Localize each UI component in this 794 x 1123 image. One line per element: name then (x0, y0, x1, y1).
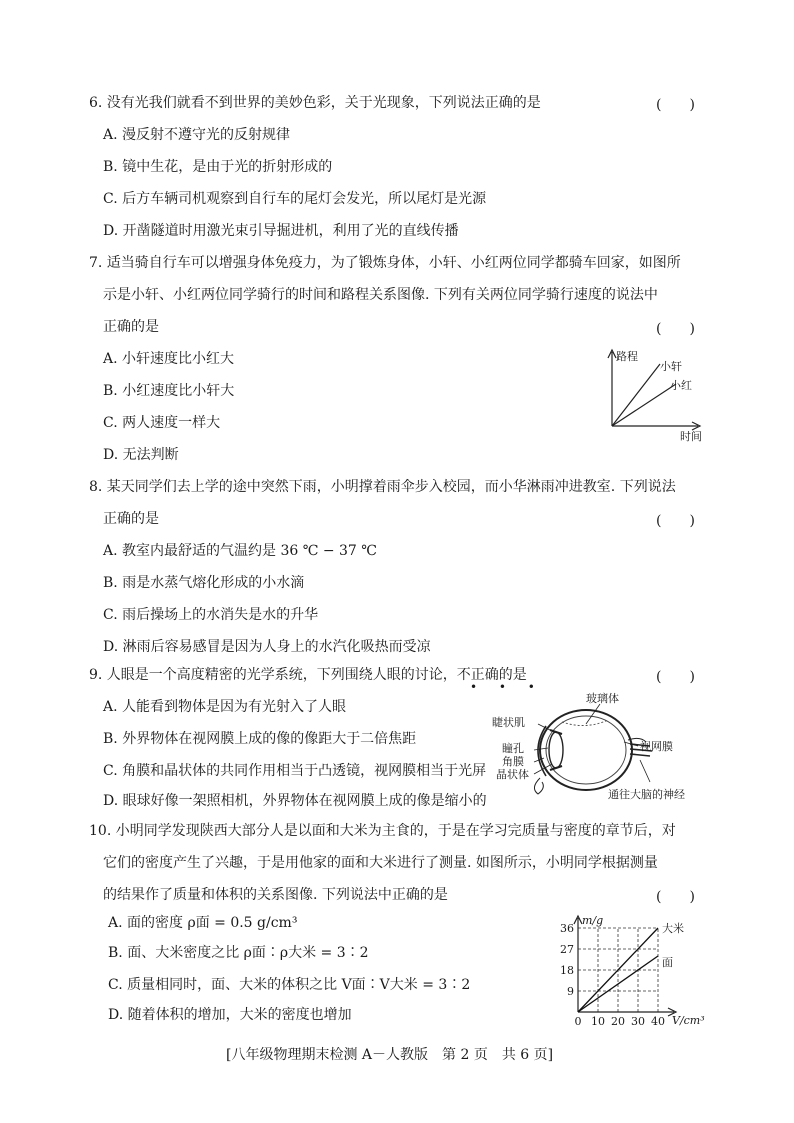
q10-option-d: D. 随着体积的增加，大米的密度也增加 (108, 1007, 352, 1023)
q9-label-retina: 视网膜 (640, 740, 673, 753)
q9-label-cornea: 角膜 (502, 755, 524, 768)
q7-option-b: B. 小红速度比小轩大 (103, 383, 235, 399)
chart-y-tick: 18 (560, 964, 574, 977)
q6-option-d: D. 开凿隧道时用激光束引导掘进机，利用了光的直线传播 (103, 223, 459, 239)
q9-option-a: A. 人能看到物体是因为有光射入了人眼 (103, 699, 347, 715)
chart-series-label: 面 (662, 956, 673, 969)
q10-answer-paren: ( ) (656, 889, 695, 905)
chart-y-tick: 36 (560, 922, 574, 935)
page-footer: [八年级物理期末检测 A－人教版 第 2 页 共 6 页] (226, 1047, 554, 1063)
chart-x-tick: 30 (631, 1015, 645, 1026)
q7-option-d: D. 无法判断 (103, 447, 179, 463)
q9-stem: 9. 人眼是一个高度精密的光学系统，下列围绕人眼的讨论，不正确的是 (89, 667, 527, 683)
q10-option-b: B. 面、大米密度之比 ρ面∶ρ大米 = 3∶2 (108, 945, 369, 961)
q7-stem-line2: 示是小轩、小红两位同学骑行的时间和路程关系图像. 下列有关两位同学骑行速度的说法中 (103, 287, 658, 303)
q8-answer-paren: ( ) (656, 513, 695, 529)
chart-x-tick: 20 (611, 1015, 625, 1026)
chart-x-label: V/cm³ (672, 1014, 705, 1026)
q8-option-d: D. 淋雨后容易感冒是因为人身上的水汽化吸热而受凉 (103, 639, 431, 655)
chart-x-tick: 0 (574, 1015, 582, 1026)
q7-line-xiaohong: 小红 (670, 379, 692, 392)
q10-density-chart (556, 914, 716, 1026)
q10-option-a: A. 面的密度 ρ面 = 0.5 g/cm³ (108, 915, 298, 931)
q6-option-a: A. 漫反射不遵守光的反射规律 (103, 127, 291, 143)
q9-answer-paren: ( ) (656, 669, 695, 685)
q10-stem-line2: 它们的密度产生了兴趣，于是用他家的面和大米进行了测量. 如图所示，小明同学根据测量 (103, 855, 658, 871)
q7-x-label: 时间 (680, 430, 702, 442)
q8-stem-line1: 8. 某天同学们去上学的途中突然下雨，小明撑着雨伞步入校园，而小华淋雨冲进教室. 下列说法 (89, 479, 676, 495)
chart-x-tick: 10 (591, 1015, 605, 1026)
q9-label-ciliary: 睫状肌 (492, 716, 525, 729)
q10-stem-line3: 的结果作了质量和体积的关系图像. 下列说法中正确的是 (103, 887, 448, 903)
chart-y-tick: 27 (560, 943, 574, 956)
q7-option-c: C. 两人速度一样大 (103, 415, 221, 431)
q10-stem-line1: 10. 小明同学发现陕西大部分人是以面和大米为主食的，于是在学习完质量与密度的章节后，对 (89, 823, 676, 839)
chart-y-tick: 9 (567, 985, 574, 998)
q9-label-optic-nerve: 通往大脑的神经 (608, 788, 685, 801)
q7-line-xiaoxuan: 小轩 (660, 360, 682, 373)
q7-answer-paren: ( ) (656, 321, 695, 337)
q8-option-b: B. 雨是水蒸气熔化形成的小水滴 (103, 575, 305, 591)
q9-label-lens: 晶状体 (496, 768, 529, 781)
q6-option-b: B. 镜中生花，是由于光的折射形成的 (103, 159, 333, 175)
q7-stem-line3: 正确的是 (103, 319, 159, 335)
q9-label-vitreous: 玻璃体 (586, 692, 619, 705)
q8-stem-line2: 正确的是 (103, 511, 159, 527)
q7-option-a: A. 小轩速度比小红大 (103, 351, 235, 367)
chart-x-tick: 40 (651, 1015, 665, 1026)
q9-label-pupil: 瞳孔 (502, 742, 524, 755)
q9-option-b: B. 外界物体在视网膜上成的像的像距大于二倍焦距 (103, 731, 417, 747)
chart-y-label: m/g (582, 914, 604, 927)
q6-answer-paren: ( ) (656, 97, 695, 113)
chart-series-label: 大米 (662, 922, 684, 935)
q9-emphasis-dots: • • • (470, 680, 544, 694)
q9-option-c: C. 角膜和晶状体的共同作用相当于凸透镜，视网膜相当于光屏 (103, 763, 487, 779)
q9-option-d: D. 眼球好像一架照相机，外界物体在视网膜上成的像是缩小的 (103, 793, 487, 809)
q7-y-label: 路程 (616, 350, 638, 363)
q6-stem: 6. 没有光我们就看不到世界的美妙色彩，关于光现象，下列说法正确的是 (89, 95, 541, 111)
q10-option-c: C. 质量相同时，面、大米的体积之比 V面∶V大米 = 3∶2 (108, 977, 471, 993)
q8-option-a: A. 教室内最舒适的气温约是 36 ℃ − 37 ℃ (103, 543, 377, 559)
q6-option-c: C. 后方车辆司机观察到自行车的尾灯会发光，所以尾灯是光源 (103, 191, 487, 207)
q9-eye-figure (490, 690, 712, 808)
q7-stem-line1: 7. 适当骑自行车可以增强身体免疫力，为了锻炼身体，小轩、小红两位同学都骑车回家，如图所 (89, 255, 681, 271)
q7-figure (600, 346, 712, 442)
q8-option-c: C. 雨后操场上的水消失是水的升华 (103, 607, 319, 623)
